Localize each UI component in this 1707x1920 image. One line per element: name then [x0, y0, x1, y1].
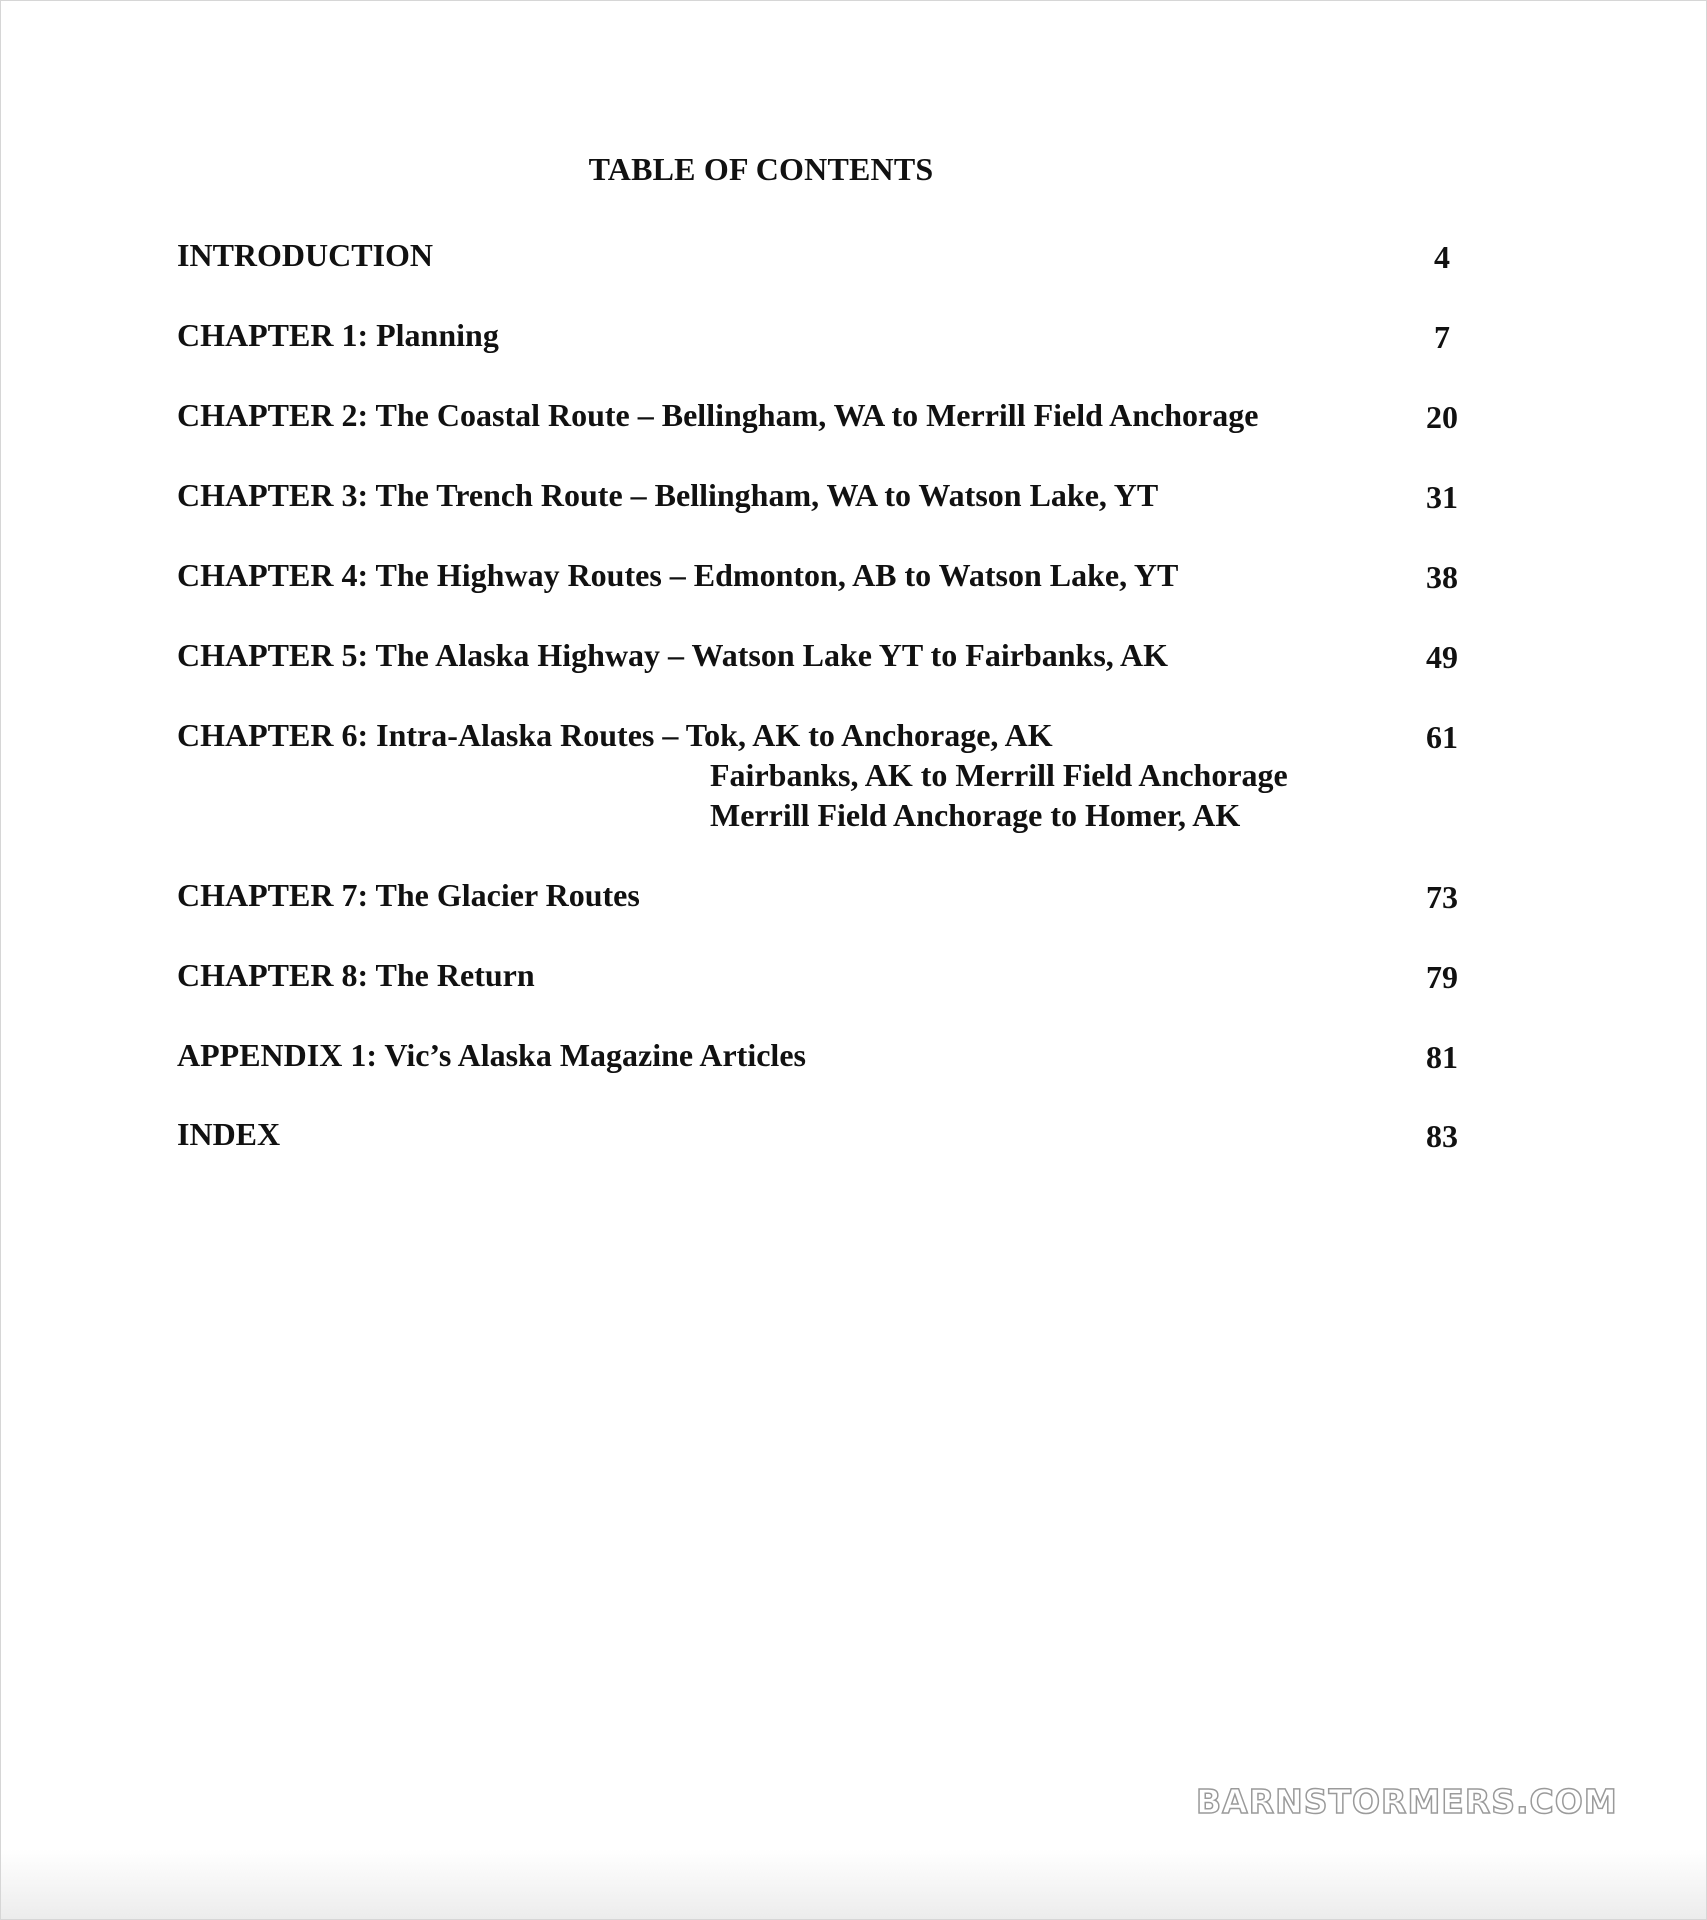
- page-bottom-shade: [1, 1849, 1706, 1919]
- toc-entry-introduction: [177, 235, 1457, 275]
- toc-entry-page: 20: [1426, 399, 1458, 435]
- toc-entry-sub-line: Merrill Field Anchorage to Homer, AK: [710, 797, 1241, 833]
- toc-entry-chapter-3: [177, 475, 1457, 515]
- toc-entry-page: 61: [1426, 719, 1458, 755]
- toc-entry-label: CHAPTER 1: Planning: [177, 317, 499, 353]
- toc-entry-chapter-1: [177, 315, 1457, 355]
- toc-entry-index: [177, 1114, 1457, 1154]
- toc-entry-chapter-8: [177, 955, 1457, 995]
- toc-entry-label: CHAPTER 5: The Alaska Highway – Watson Lake YT to Fairbanks, AK: [177, 637, 1169, 673]
- toc-entry-page: 49: [1426, 639, 1458, 675]
- toc-entry-label: INDEX: [177, 1116, 281, 1152]
- toc-entry-chapter-2: [177, 395, 1457, 435]
- toc-entry-label: CHAPTER 7: The Glacier Routes: [177, 877, 640, 913]
- toc-entry-label: CHAPTER 6: Intra-Alaska Routes – Tok, AK to Anchorage, AK: [177, 717, 1053, 753]
- toc-title: TABLE OF CONTENTS: [588, 151, 934, 187]
- toc-entry-page: 83: [1426, 1118, 1458, 1154]
- toc-entry-label: CHAPTER 2: The Coastal Route – Bellingham, WA to Merrill Field Anchorage: [177, 397, 1259, 433]
- toc-entry-page: 4: [1434, 239, 1450, 275]
- toc-entry-appendix-1: [177, 1035, 1457, 1075]
- toc-entry-chapter-7: [177, 875, 1457, 915]
- toc-entry-label: CHAPTER 4: The Highway Routes – Edmonton, AB to Watson Lake, YT: [177, 557, 1179, 593]
- toc-entry-page: 79: [1426, 959, 1458, 995]
- toc-entry-label: CHAPTER 3: The Trench Route – Bellingham, WA to Watson Lake, YT: [177, 477, 1159, 513]
- toc-entry-sub-line: Fairbanks, AK to Merrill Field Anchorage: [710, 757, 1288, 793]
- toc-entry-page: 38: [1426, 559, 1458, 595]
- toc-entry-label: CHAPTER 8: The Return: [177, 957, 535, 993]
- toc-entry-chapter-5: [177, 635, 1457, 675]
- toc-entry-page: 73: [1426, 879, 1458, 915]
- toc-entry-page: 31: [1426, 479, 1458, 515]
- toc-entry-chapter-4: [177, 555, 1457, 595]
- toc-entry-page: 7: [1434, 319, 1450, 355]
- watermark: BARNSTORMERS.COM: [1196, 1782, 1618, 1821]
- toc-entry-label: INTRODUCTION: [177, 237, 434, 273]
- toc-entry-page: 81: [1426, 1039, 1458, 1075]
- toc-entry-chapter-6: [177, 715, 1457, 835]
- toc-entry-label: APPENDIX 1: Vic’s Alaska Magazine Articles: [177, 1037, 806, 1073]
